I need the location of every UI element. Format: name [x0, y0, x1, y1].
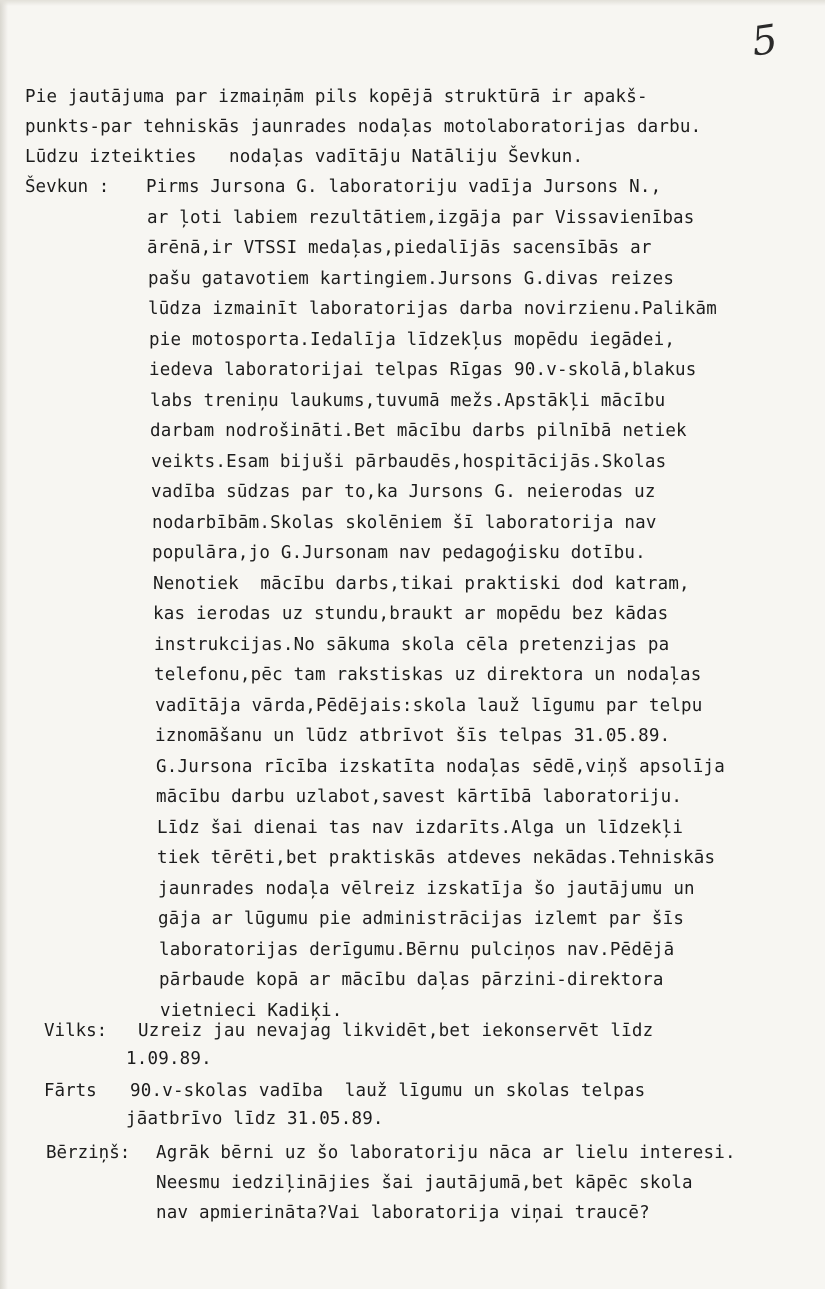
- statement-line: ārēnā,ir VTSSI medaļas,piedalījās sacensībās ar: [147, 238, 652, 258]
- statement-line: Agrāk bērni uz šo laboratoriju nāca ar lielu interesi.: [156, 1143, 736, 1163]
- statement-line: kas ierodas uz stundu,braukt ar mopēdu bez kādas: [153, 604, 669, 624]
- intro-line: Lūdzu izteikties nodaļas vadītāju Natāliju Ševkun.: [25, 147, 584, 167]
- statement-line: tiek tērēti,bet praktiskās atdeves nekādas.Tehniskās: [157, 848, 716, 868]
- statement-line: 1.09.89.: [126, 1049, 212, 1069]
- statement-line: jaunrades nodaļa vēlreiz izskatīja šo jautājumu un: [158, 879, 695, 899]
- statement-line: Uzreiz jau nevajag likvidēt,bet iekonservēt līdz: [138, 1021, 654, 1041]
- speaker-label: Ševkun :: [25, 177, 110, 197]
- statement-line: labs treniņu laukums,tuvumā mežs.Apstākļi mācību: [150, 391, 666, 411]
- statement-line: Neesmu iedziļinājies šai jautājumā,bet kāpēc skola: [156, 1173, 693, 1193]
- statement-line: nav apmierināta?Vai laboratorija viņai traucē?: [156, 1203, 650, 1223]
- statement-line: nodarbībām.Skolas skolēniem šī laboratorija nav: [152, 513, 657, 533]
- statement-line: pārbaude kopā ar mācību daļas pārzini-direktora: [159, 970, 664, 990]
- statement-line: iznomāšanu un lūdz atbrīvot šīs telpas 31.05.89.: [155, 726, 671, 746]
- statement-line: laboratorijas derīgumu.Bērnu pulciņos nav.Pēdējā: [159, 940, 675, 960]
- statement-line: veikts.Esam bijuši pārbaudēs,hospitācijās.Skolas: [151, 452, 667, 472]
- speaker-label: Bērziņš:: [46, 1143, 131, 1163]
- statement-line: pie motosporta.Iedalīja līdzekļus mopēdu iegādei,: [149, 330, 676, 350]
- speaker-label: Fārts: [44, 1081, 97, 1101]
- speaker-label: Vilks:: [44, 1021, 108, 1041]
- statement-line: pašu gatavotiem kartingiem.Jursons G.divas reizes: [148, 269, 675, 289]
- page-top-shadow: [0, 0, 825, 6]
- statement-line: vadītāja vārda,Pēdējais:skola lauž līgumu par telpu: [155, 696, 703, 716]
- statement-line: populāra,jo G.Jursonam nav pedagoģisku dotību.: [152, 543, 646, 563]
- statement-line: gāja ar lūgumu pie administrācijas izlemt par šīs: [158, 909, 685, 929]
- statement-line: lūdza izmainīt laboratorijas darba novirzienu.Palikām: [148, 299, 718, 319]
- intro-line: Pie jautājuma par izmaiņām pils kopējā struktūrā ir apakš-: [25, 87, 648, 107]
- statement-line: darbam nodrošināti.Bet mācību darbs pilnībā netiek: [150, 421, 687, 441]
- statement-line: ar ļoti labiem rezultātiem,izgāja par Vissavienības: [147, 208, 695, 228]
- statement-line: Nenotiek mācību darbs,tikai praktiski dod katram,: [153, 574, 690, 594]
- statement-line: Pirms Jursona G. laboratoriju vadīja Jursons N.,: [146, 177, 662, 197]
- statement-line: vietnieci Kadiķi.: [160, 1001, 343, 1021]
- statement-line: iedeva laboratorijai telpas Rīgas 90.v-skolā,blakus: [149, 360, 697, 380]
- page-edge-shadow: [0, 0, 8, 1289]
- statement-line: vadība sūdzas par to,ka Jursons G. neierodas uz: [151, 482, 656, 502]
- intro-line: punkts-par tehniskās jaunrades nodaļas motolaboratorijas darbu.: [25, 117, 702, 137]
- statement-line: mācību darbu uzlabot,savest kārtībā laboratoriju.: [156, 787, 683, 807]
- page-number: 5: [748, 16, 781, 66]
- statement-line: instrukcijas.No sākuma skola cēla pretenzijas pa: [154, 635, 670, 655]
- statement-line: 90.v-skolas vadība lauž līgumu un skolas telpas: [130, 1081, 646, 1101]
- statement-line: G.Jursona rīcība izskatīta nodaļas sēdē,viņš apsolīja: [156, 757, 726, 777]
- statement-line: Līdz šai dienai tas nav izdarīts.Alga un līdzekļi: [157, 818, 684, 838]
- statement-line: jāatbrīvo līdz 31.05.89.: [126, 1109, 384, 1129]
- statement-line: telefonu,pēc tam rakstiskas uz direktora un nodaļas: [154, 665, 702, 685]
